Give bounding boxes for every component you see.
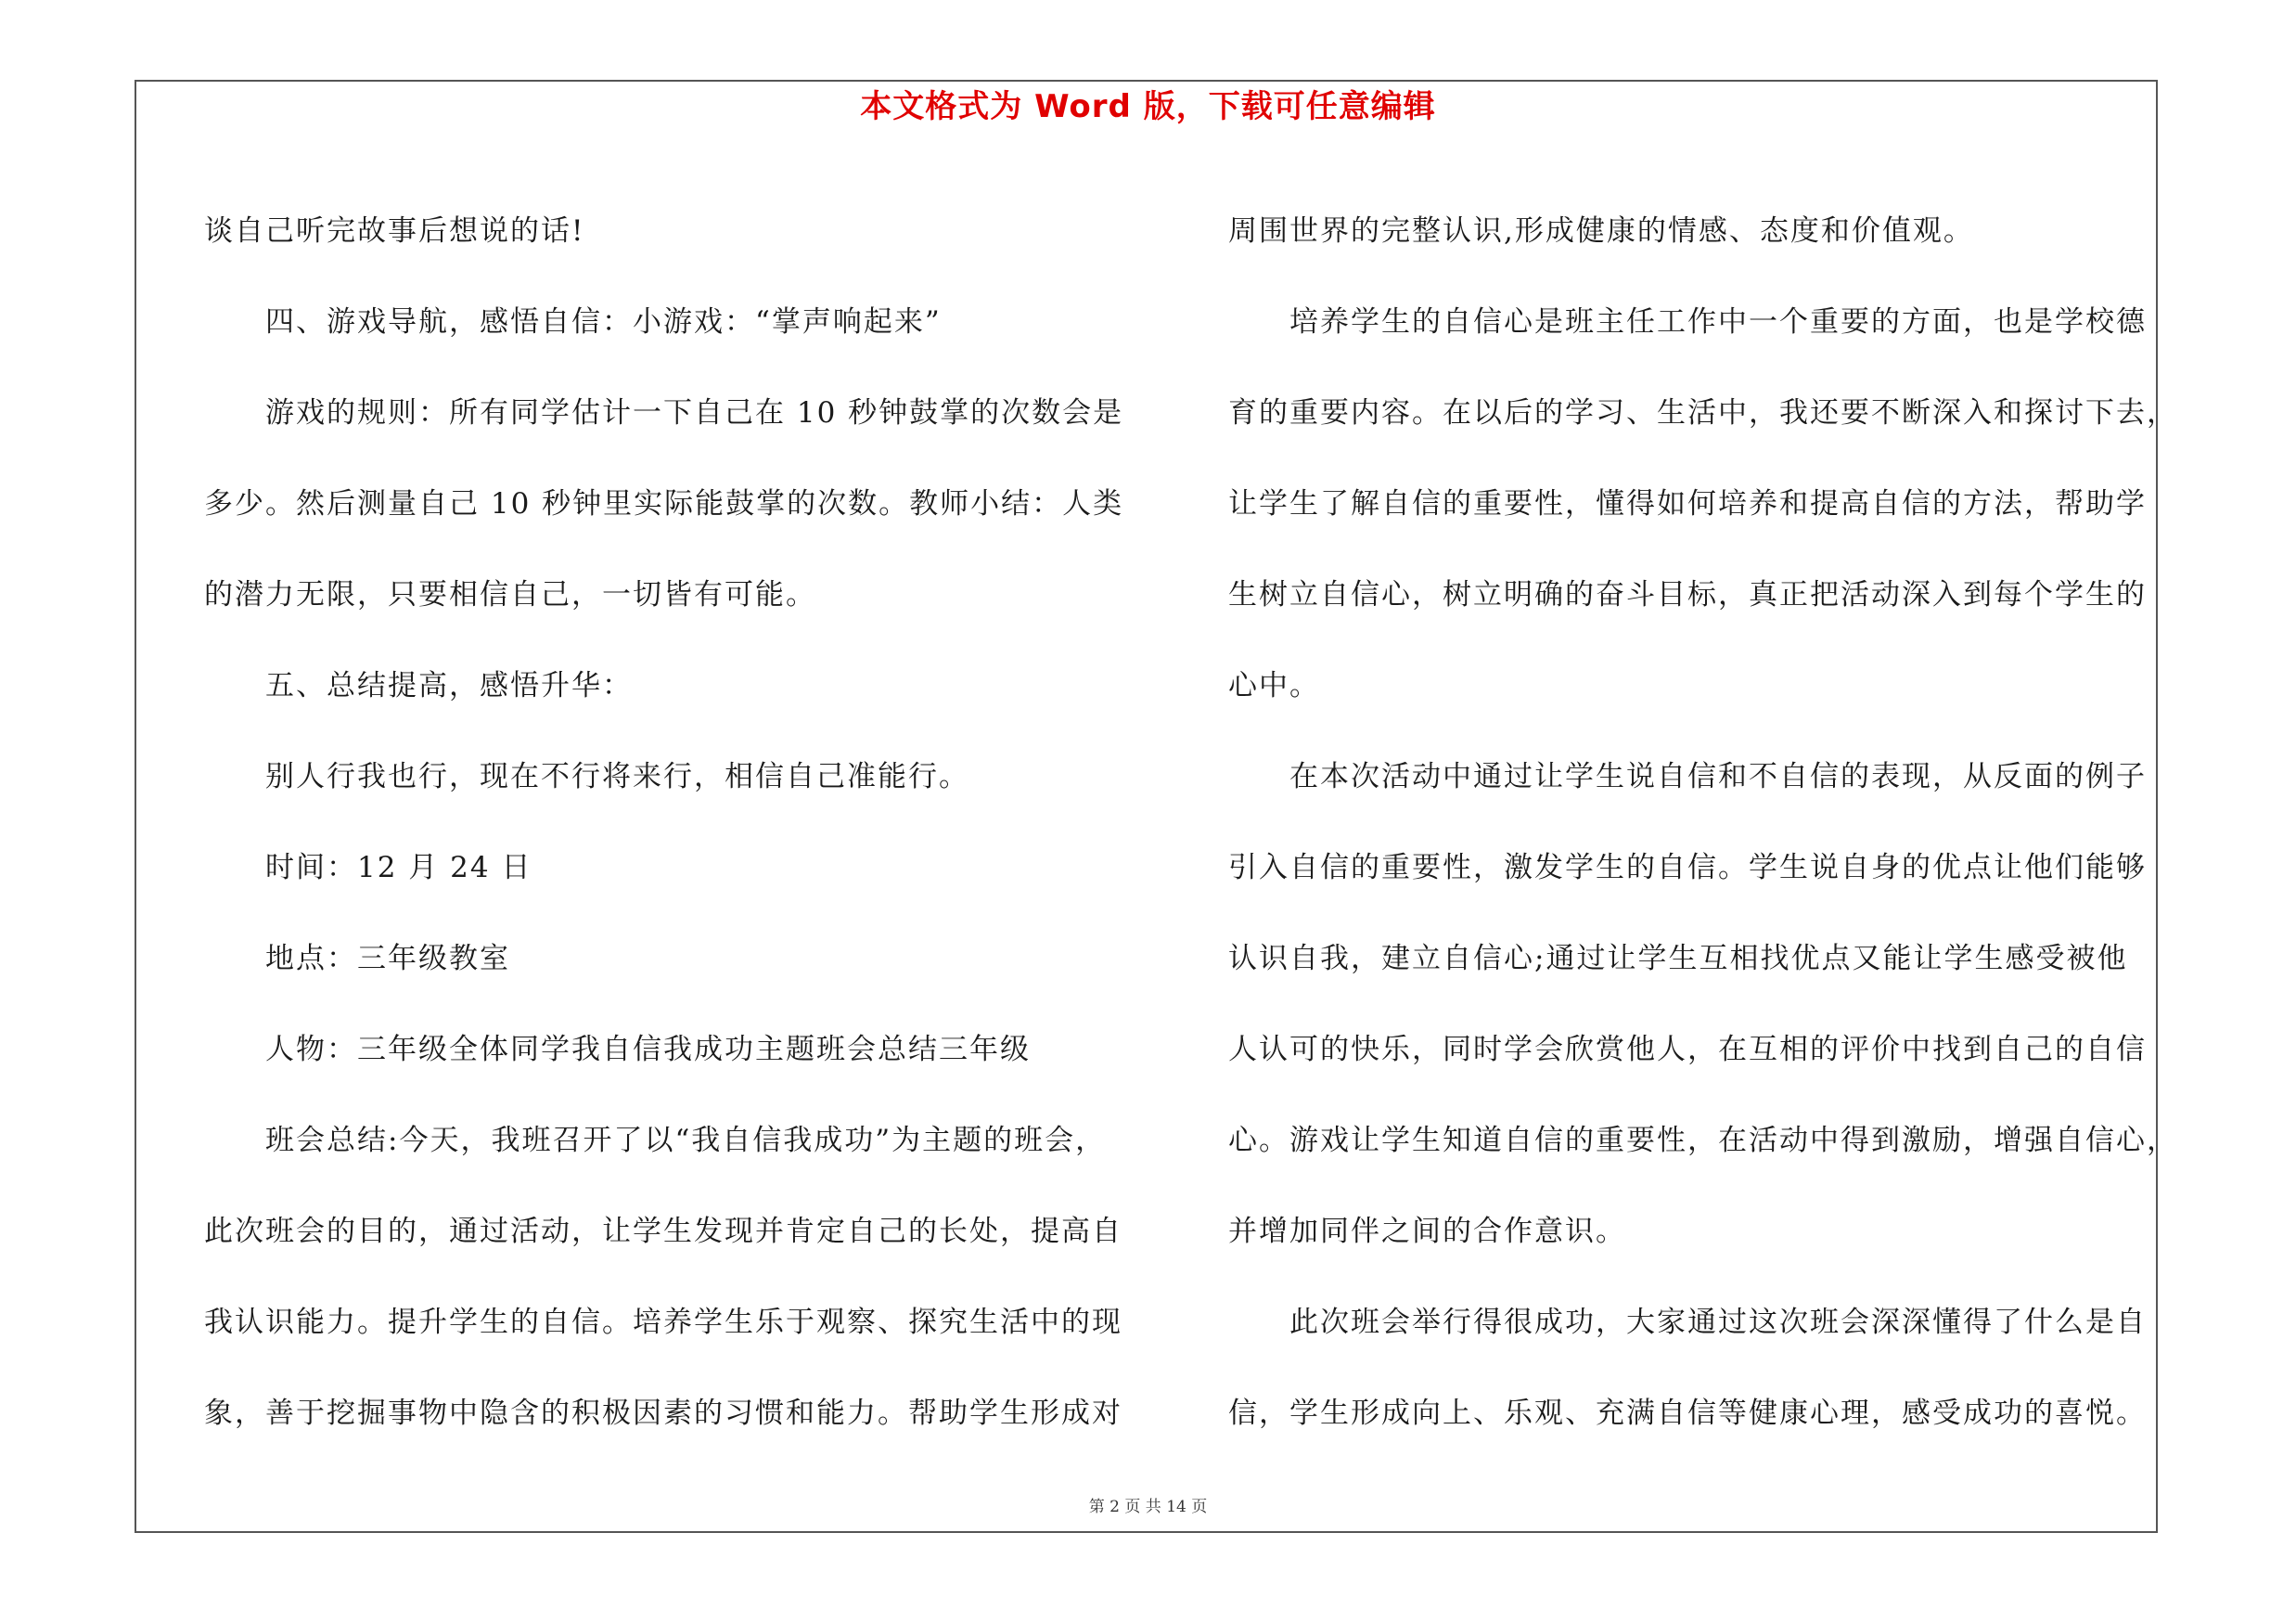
text-line: 别人行我也行，现在不行将来行，相信自己准能行。 bbox=[265, 760, 969, 793]
text-line: 生树立自信心，树立明确的奋斗目标，真正把活动深入到每个学生的 bbox=[1228, 578, 2147, 612]
text-line: 我认识能力。提升学生的自信。培养学生乐于观察、探究生活中的现 bbox=[204, 1306, 1122, 1339]
text-line: 五、总结提高，感悟升华： bbox=[265, 669, 633, 702]
text-line: 游戏的规则：所有同学估计一下自己在 10 秒钟鼓掌的次数会是 bbox=[265, 396, 1124, 430]
right-text-column bbox=[1228, 186, 2177, 1459]
text-line: 时间：12 月 24 日 bbox=[265, 851, 532, 884]
left-text-column bbox=[204, 186, 1122, 1459]
text-line: 多少。然后测量自己 10 秒钟里实际能鼓掌的次数。教师小结：人类 bbox=[204, 487, 1124, 521]
text-line: 在本次活动中通过让学生说自信和不自信的表现，从反面的例子 bbox=[1289, 760, 2147, 793]
text-line: 并增加同伴之间的合作意识。 bbox=[1228, 1215, 1626, 1248]
text-line: 认识自我，建立自信心;通过让学生互相找优点又能让学生感受被他 bbox=[1228, 942, 2128, 975]
text-line: 育的重要内容。在以后的学习、生活中，我还要不断深入和探讨下去， bbox=[1228, 396, 2177, 430]
text-line: 的潜力无限，只要相信自己，一切皆有可能。 bbox=[204, 578, 816, 612]
text-line: 培养学生的自信心是班主任工作中一个重要的方面，也是学校德 bbox=[1289, 305, 2147, 339]
text-line: 四、游戏导航，感悟自信：小游戏：“掌声响起来” bbox=[265, 305, 942, 339]
text-line: 班会总结:今天，我班召开了以“我自信我成功”为主题的班会， bbox=[265, 1124, 1107, 1157]
text-line: 周围世界的完整认识,形成健康的情感、态度和价值观。 bbox=[1228, 214, 1974, 248]
text-line: 人认可的快乐，同时学会欣赏他人，在互相的评价中找到自己的自信 bbox=[1228, 1033, 2147, 1066]
text-line: 引入自信的重要性，激发学生的自信。学生说自身的优点让他们能够 bbox=[1228, 851, 2147, 884]
text-line: 让学生了解自信的重要性，懂得如何培养和提高自信的方法，帮助学 bbox=[1228, 487, 2147, 521]
text-line: 此次班会的目的，通过活动，让学生发现并肯定自己的长处，提高自 bbox=[204, 1215, 1122, 1248]
page-number: 第 2 页 共 14 页 bbox=[1088, 1498, 1208, 1516]
text-line: 象，善于挖掘事物中隐含的积极因素的习惯和能力。帮助学生形成对 bbox=[204, 1397, 1122, 1430]
text-line: 心。游戏让学生知道自信的重要性，在活动中得到激励，增强自信心， bbox=[1228, 1124, 2177, 1157]
text-line: 心中。 bbox=[1228, 669, 1320, 702]
format-banner: 本文格式为 Word 版，下载可任意编辑 bbox=[860, 88, 1436, 125]
text-line: 人物：三年级全体同学我自信我成功主题班会总结三年级 bbox=[265, 1033, 1031, 1066]
text-line: 谈自己听完故事后想说的话! bbox=[204, 214, 585, 248]
text-line: 此次班会举行得很成功，大家通过这次班会深深懂得了什么是自 bbox=[1289, 1306, 2147, 1339]
text-line: 地点：三年级教室 bbox=[265, 942, 510, 975]
text-line: 信，学生形成向上、乐观、充满自信等健康心理，感受成功的喜悦。 bbox=[1228, 1397, 2147, 1430]
